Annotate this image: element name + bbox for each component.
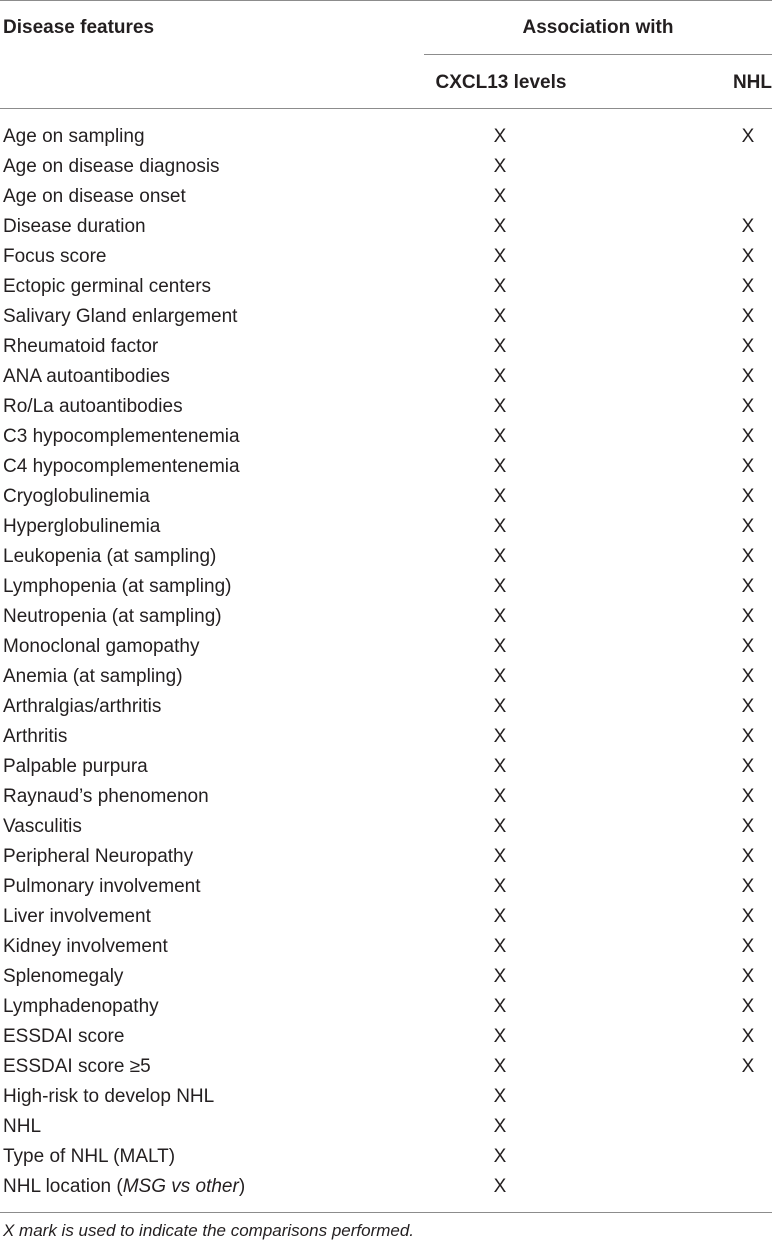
nhl-mark: X <box>741 396 755 417</box>
cxcl13-mark: X <box>493 546 507 567</box>
nhl-mark: X <box>741 216 755 237</box>
row-feature-name: ESSDAI score ≥5 <box>3 1056 151 1077</box>
row-feature-name: Arthralgias/arthritis <box>3 696 162 717</box>
row-feature-name: Focus score <box>3 246 107 267</box>
cxcl13-mark: X <box>493 576 507 597</box>
row-feature-name: Age on disease onset <box>3 186 186 207</box>
row-feature-name: High-risk to develop NHL <box>3 1086 215 1107</box>
table-row <box>0 902 772 932</box>
nhl-mark: X <box>741 756 755 777</box>
table-row <box>0 932 772 962</box>
table-row <box>0 872 772 902</box>
cxcl13-mark: X <box>493 456 507 477</box>
cxcl13-mark: X <box>493 1026 507 1047</box>
table-row <box>0 842 772 872</box>
nhl-mark: X <box>741 246 755 267</box>
row-feature-name <box>3 1172 245 1202</box>
row-feature-name: Splenomegaly <box>3 966 124 987</box>
cxcl13-mark: X <box>493 426 507 447</box>
nhl-mark: X <box>741 576 755 597</box>
table-row <box>0 452 772 482</box>
row-feature-name: Cryoglobulinemia <box>3 486 150 507</box>
nhl-mark: X <box>741 456 755 477</box>
table-row <box>0 182 772 212</box>
table-row <box>0 512 772 542</box>
row-feature-name: NHL <box>3 1116 42 1137</box>
cxcl13-mark: X <box>493 726 507 747</box>
row-feature-name: ANA autoantibodies <box>3 366 170 387</box>
nhl-mark: X <box>741 876 755 897</box>
nhl-mark: X <box>741 126 755 147</box>
nhl-mark: X <box>741 546 755 567</box>
nhl-mark: X <box>741 996 755 1017</box>
row-feature-name: Anemia (at sampling) <box>3 666 183 687</box>
row-feature-name: Ectopic germinal centers <box>3 276 212 297</box>
nhl-mark: X <box>741 366 755 387</box>
header-bottom-rule <box>0 108 772 109</box>
table-row <box>0 272 772 302</box>
row-feature-name: Salivary Gland enlargement <box>3 306 238 327</box>
nhl-mark: X <box>741 276 755 297</box>
row-feature-name: Age on disease diagnosis <box>3 156 220 177</box>
cxcl13-mark: X <box>493 876 507 897</box>
nhl-mark: X <box>741 486 755 507</box>
table-row <box>0 332 772 362</box>
row-feature-name: Palpable purpura <box>3 756 148 777</box>
row-feature-name: C4 hypocomplementenemia <box>3 456 240 477</box>
cxcl13-mark: X <box>493 1056 507 1077</box>
row-feature-name: C3 hypocomplementenemia <box>3 426 240 447</box>
nhl-mark: X <box>741 426 755 447</box>
table-row <box>0 392 772 422</box>
row-feature-name: Leukopenia (at sampling) <box>3 546 217 567</box>
row-feature-name: Neutropenia (at sampling) <box>3 606 222 627</box>
nhl-mark: X <box>741 936 755 957</box>
row-feature-name: Arthritis <box>3 726 68 747</box>
row-feature-name: Raynaud’s phenomenon <box>3 786 209 807</box>
nhl-mark: X <box>741 696 755 717</box>
table-row <box>0 572 772 602</box>
header-sub-rule <box>424 54 772 55</box>
cxcl13-mark: X <box>493 906 507 927</box>
cxcl13-mark: X <box>493 756 507 777</box>
table-row <box>0 1022 772 1052</box>
row-feature-name-text: NHL location ( <box>3 1176 123 1197</box>
table-top-rule <box>0 0 772 1</box>
table-row <box>0 812 772 842</box>
nhl-mark: X <box>741 906 755 927</box>
nhl-mark: X <box>741 306 755 327</box>
nhl-mark: X <box>741 816 755 837</box>
row-feature-name: Type of NHL (MALT) <box>3 1146 176 1167</box>
row-feature-name: Hyperglobulinemia <box>3 516 161 537</box>
nhl-mark: X <box>741 636 755 657</box>
table-row <box>0 782 772 812</box>
header-disease-features: Disease features <box>3 17 155 38</box>
table-row <box>0 422 772 452</box>
cxcl13-mark: X <box>493 216 507 237</box>
table-row <box>0 1112 772 1142</box>
table-row <box>0 662 772 692</box>
cxcl13-mark: X <box>493 366 507 387</box>
row-feature-name: Ro/La autoantibodies <box>3 396 183 417</box>
nhl-mark: X <box>741 966 755 987</box>
cxcl13-mark: X <box>493 666 507 687</box>
row-feature-name: Liver involvement <box>3 906 151 927</box>
nhl-mark: X <box>741 666 755 687</box>
cxcl13-mark: X <box>493 786 507 807</box>
table-row <box>0 482 772 512</box>
cxcl13-mark: X <box>493 156 507 177</box>
cxcl13-mark: X <box>493 486 507 507</box>
header-cxcl13-levels: CXCL13 levels <box>435 72 567 93</box>
table-row <box>0 632 772 662</box>
table-row <box>0 992 772 1022</box>
row-feature-name: Lymphadenopathy <box>3 996 159 1017</box>
nhl-mark: X <box>741 846 755 867</box>
table-row <box>0 962 772 992</box>
row-feature-name: Age on sampling <box>3 126 145 147</box>
nhl-mark: X <box>741 606 755 627</box>
table-body <box>0 122 772 1202</box>
cxcl13-mark: X <box>493 1116 507 1137</box>
table-row <box>0 212 772 242</box>
row-feature-name: Vasculitis <box>3 816 82 837</box>
table-row <box>0 752 772 782</box>
cxcl13-mark: X <box>493 276 507 297</box>
table-row <box>0 1052 772 1082</box>
nhl-mark: X <box>741 1056 755 1077</box>
cxcl13-mark: X <box>493 396 507 417</box>
table-row <box>0 1142 772 1172</box>
row-feature-name: Pulmonary involvement <box>3 876 201 897</box>
header-association-with: Association with <box>522 17 674 38</box>
row-feature-name: Monoclonal gamopathy <box>3 636 200 657</box>
row-feature-name-italic: MSG vs other <box>122 1176 239 1197</box>
cxcl13-mark: X <box>493 636 507 657</box>
table-row <box>0 242 772 272</box>
table-row <box>0 602 772 632</box>
table-row <box>0 362 772 392</box>
nhl-mark: X <box>741 336 755 357</box>
cxcl13-mark: X <box>493 126 507 147</box>
cxcl13-mark: X <box>493 846 507 867</box>
cxcl13-mark: X <box>493 246 507 267</box>
row-feature-name: Kidney involvement <box>3 936 168 957</box>
cxcl13-mark: X <box>493 186 507 207</box>
table-bottom-rule <box>0 1212 772 1213</box>
cxcl13-mark: X <box>493 936 507 957</box>
nhl-mark: X <box>741 786 755 807</box>
table-row <box>0 692 772 722</box>
table-footnote: X mark is used to indicate the comparisons performed. <box>3 1221 415 1240</box>
table-row <box>0 302 772 332</box>
row-feature-name: Peripheral Neuropathy <box>3 846 194 867</box>
cxcl13-mark: X <box>493 336 507 357</box>
table-row <box>0 1172 772 1202</box>
row-feature-name: Disease duration <box>3 216 146 237</box>
cxcl13-mark: X <box>493 516 507 537</box>
nhl-mark: X <box>741 726 755 747</box>
table-row <box>0 722 772 752</box>
cxcl13-mark: X <box>493 306 507 327</box>
table-row <box>0 1082 772 1112</box>
table-row <box>0 122 772 152</box>
cxcl13-mark: X <box>493 1176 507 1197</box>
nhl-mark: X <box>741 516 755 537</box>
cxcl13-mark: X <box>493 996 507 1017</box>
cxcl13-mark: X <box>493 1086 507 1107</box>
row-feature-name: Lymphopenia (at sampling) <box>3 576 232 597</box>
header-nhl: NHL <box>732 72 772 93</box>
row-feature-name: Rheumatoid factor <box>3 336 159 357</box>
cxcl13-mark: X <box>493 696 507 717</box>
cxcl13-mark: X <box>493 1146 507 1167</box>
table-row <box>0 152 772 182</box>
cxcl13-mark: X <box>493 606 507 627</box>
nhl-mark: X <box>741 1026 755 1047</box>
row-feature-name-suffix: ) <box>238 1176 246 1197</box>
table-row <box>0 542 772 572</box>
cxcl13-mark: X <box>493 816 507 837</box>
row-feature-name: ESSDAI score <box>3 1026 125 1047</box>
cxcl13-mark: X <box>493 966 507 987</box>
